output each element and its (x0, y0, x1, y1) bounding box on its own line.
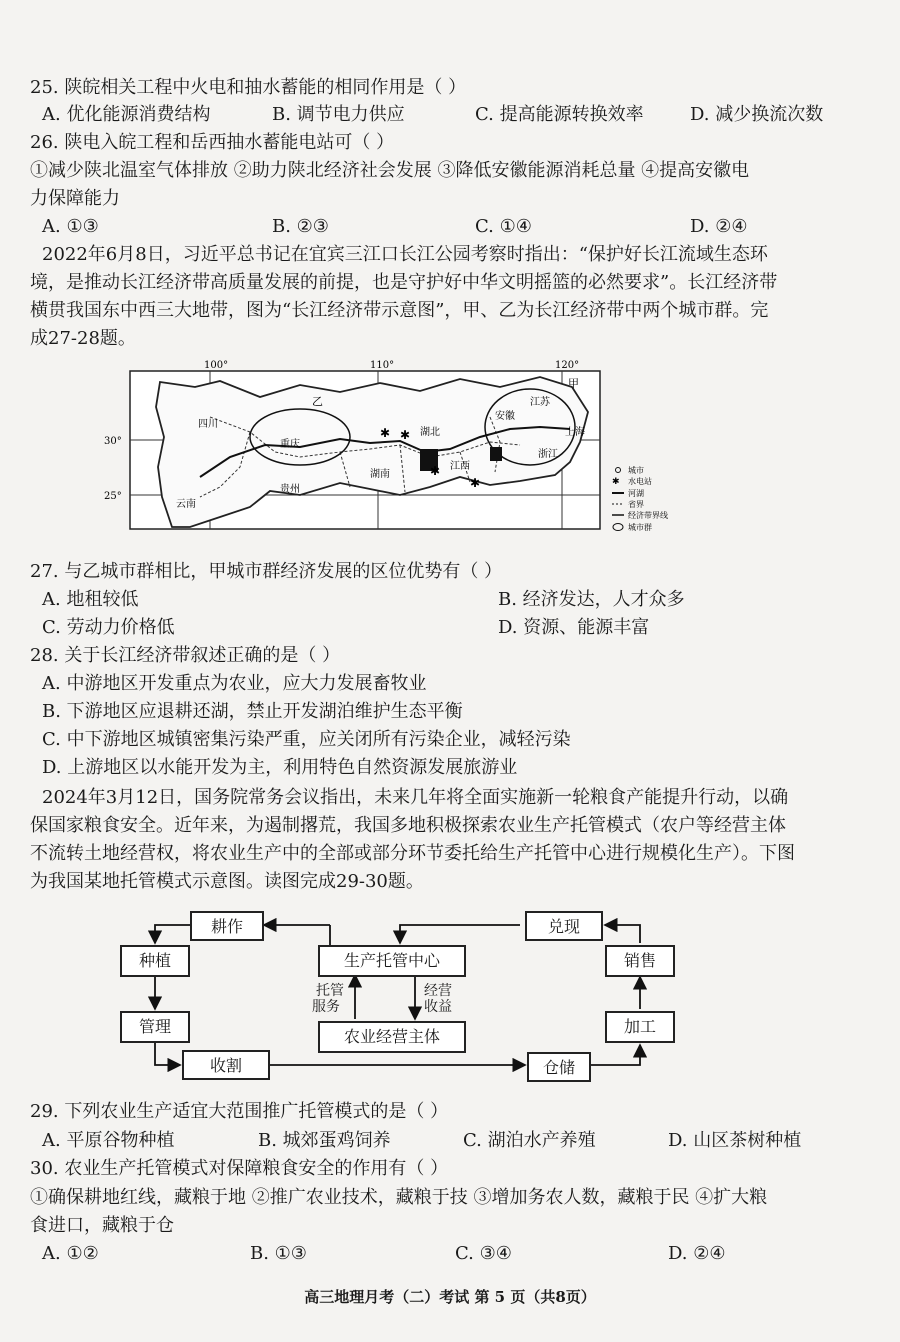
q29-option-b: B. 城郊蛋鸡饲养 (258, 1130, 391, 1151)
q28-option-d: D. 上游地区以水能开发为主，利用特色自然资源发展旅游业 (42, 757, 518, 778)
svg-text:水电站: 水电站 (628, 477, 652, 486)
passage1-line: 境，是推动长江经济带高质量发展的前提，也是守护好中华文明摇篮的必然要求”。长江经济带 (30, 272, 778, 293)
q28-option-c: C. 中下游地区城镇密集污染严重，应关闭所有污染企业，减轻污染 (42, 729, 571, 750)
svg-text:✱: ✱ (380, 426, 391, 440)
box-jiagong: 加工 (605, 1011, 675, 1043)
box-shouge: 收割 (182, 1050, 270, 1080)
box-cangchu: 仓储 (527, 1052, 591, 1082)
province-label: 重庆 (280, 439, 300, 450)
passage1-line: 成27-28题。 (30, 328, 136, 349)
q26-option-a: A. ①③ (42, 216, 99, 237)
box-duixian: 兑现 (525, 911, 603, 941)
label-tuoguan: 托管 (316, 983, 344, 999)
province-label: 贵州 (280, 484, 300, 495)
q27-option-c: C. 劳动力价格低 (42, 617, 175, 638)
q30-option-b: B. ①③ (250, 1243, 307, 1264)
province-label: 上海 (565, 427, 585, 438)
lat-label: 30° (104, 436, 122, 447)
q27-option-a: A. 地租较低 (42, 589, 139, 610)
label-fuwu: 服务 (312, 999, 340, 1015)
box-zhongzhi: 种植 (120, 945, 190, 977)
q25-option-d: D. 减少换流次数 (690, 104, 824, 125)
province-label: 云南 (176, 499, 196, 510)
province-label: 江西 (450, 461, 470, 472)
svg-text:省界: 省界 (628, 500, 644, 509)
passage2-line: 保国家粮食安全。近年来，为遏制撂荒，我国多地积极探索农业生产托管模式（农户等经营主体 (30, 815, 786, 836)
svg-text:✱: ✱ (400, 428, 411, 442)
box-guanli: 管理 (120, 1011, 190, 1043)
map-legend (612, 465, 668, 532)
svg-text:河湖: 河湖 (628, 489, 644, 498)
cluster-label-yi: 乙 (312, 395, 323, 408)
lon-label: 100° (204, 360, 229, 371)
label-shouyi: 收益 (424, 999, 452, 1015)
custody-model-diagram (100, 905, 690, 1090)
passage2-line: 为我国某地托管模式示意图。读图完成29-30题。 (30, 871, 424, 892)
q28-option-a: A. 中游地区开发重点为农业，应大力发展畜牧业 (42, 673, 427, 694)
box-center: 生产托管中心 (318, 945, 466, 977)
province-label: 江苏 (530, 397, 550, 408)
q30-stem: 30. 农业生产托管模式对保障粮食安全的作用有（ ） (30, 1158, 449, 1179)
province-label: 湖南 (370, 469, 390, 480)
q27-option-b: B. 经济发达，人才众多 (498, 589, 685, 610)
svg-text:✱: ✱ (612, 477, 620, 487)
cluster-label-jia: 甲 (568, 377, 579, 390)
province-label: 湖北 (420, 427, 440, 438)
q28-stem: 28. 关于长江经济带叙述正确的是（ ） (30, 645, 341, 666)
q29-option-d: D. 山区茶树种植 (668, 1130, 802, 1151)
q25-option-c: C. 提高能源转换效率 (475, 104, 644, 125)
svg-text:✱: ✱ (470, 476, 481, 490)
passage2-line: 2024年3月12日，国务院常务会议指出，未来几年将全面实施新一轮粮食产能提升行动，以确 (42, 787, 789, 808)
q30-option-d: D. ②④ (668, 1243, 726, 1264)
passage2-line: 不流转土地经营权，将农业生产中的全部或部分环节委托给生产托管中心进行规模化生产）。下图 (30, 843, 795, 864)
lon-label: 120° (555, 360, 580, 371)
page-footer: 高三地理月考（二）考试 第 5 页（共8页） (304, 1288, 596, 1306)
q30-option-a: A. ①② (42, 1243, 99, 1264)
box-gengzuo: 耕作 (190, 911, 264, 941)
q30-option-c: C. ③④ (455, 1243, 512, 1264)
q28-option-b: B. 下游地区应退耕还湖，禁止开发湖泊维护生态平衡 (42, 701, 463, 722)
lat-label: 25° (104, 491, 122, 502)
q25-option-a: A. 优化能源消费结构 (42, 104, 211, 125)
label-jingying: 经营 (424, 983, 452, 999)
box-subject: 农业经营主体 (318, 1021, 466, 1053)
box-xiaoshou: 销售 (605, 945, 675, 977)
q26-statements: ①减少陕北温室气体排放 ②助力陕北经济社会发展 ③降低安徽能源消耗总量 ④提高安徽电 (30, 160, 750, 181)
q25-option-b: B. 调节电力供应 (272, 104, 405, 125)
q27-stem: 27. 与乙城市群相比，甲城市群经济发展的区位优势有（ ） (30, 561, 503, 582)
passage1-line: 2022年6月8日，习近平总书记在宜宾三江口长江公园考察时指出：“保护好长江流域生态环 (42, 244, 768, 265)
svg-text:城市群: 城市群 (628, 523, 652, 532)
province-label: 安徽 (495, 411, 515, 422)
province-label: 四川 (198, 419, 218, 430)
q30-statements: ①确保耕地红线，藏粮于地 ②推广农业技术，藏粮于技 ③增加务农人数，藏粮于民 ④扩大粮 (30, 1187, 768, 1208)
yangtze-economic-belt-map (100, 357, 740, 547)
lon-label: 110° (370, 360, 395, 371)
q26-statements-cont: 力保障能力 (30, 188, 120, 209)
q30-statements-cont: 食进口，藏粮于仓 (30, 1215, 174, 1236)
svg-text:城市: 城市 (628, 466, 644, 475)
q26-stem: 26. 陕电入皖工程和岳西抽水蓄能电站可（ ） (30, 132, 395, 153)
svg-text:✱: ✱ (430, 464, 441, 478)
passage1-line: 横贯我国东中西三大地带，图为“长江经济带示意图”，甲、乙为长江经济带中两个城市群。完 (30, 300, 769, 321)
q29-option-a: A. 平原谷物种植 (42, 1130, 175, 1151)
q25-stem: 25. 陕皖相关工程中火电和抽水蓄能的相同作用是（ ） (30, 77, 467, 98)
q27-option-d: D. 资源、能源丰富 (498, 617, 650, 638)
q26-option-d: D. ②④ (690, 216, 748, 237)
q29-option-c: C. 湖泊水产养殖 (463, 1130, 596, 1151)
svg-text:经济带界线: 经济带界线 (628, 511, 668, 520)
q26-option-b: B. ②③ (272, 216, 329, 237)
province-label: 浙江 (538, 449, 558, 460)
q29-stem: 29. 下列农业生产适宜大范围推广托管模式的是（ ） (30, 1101, 449, 1122)
q26-option-c: C. ①④ (475, 216, 532, 237)
